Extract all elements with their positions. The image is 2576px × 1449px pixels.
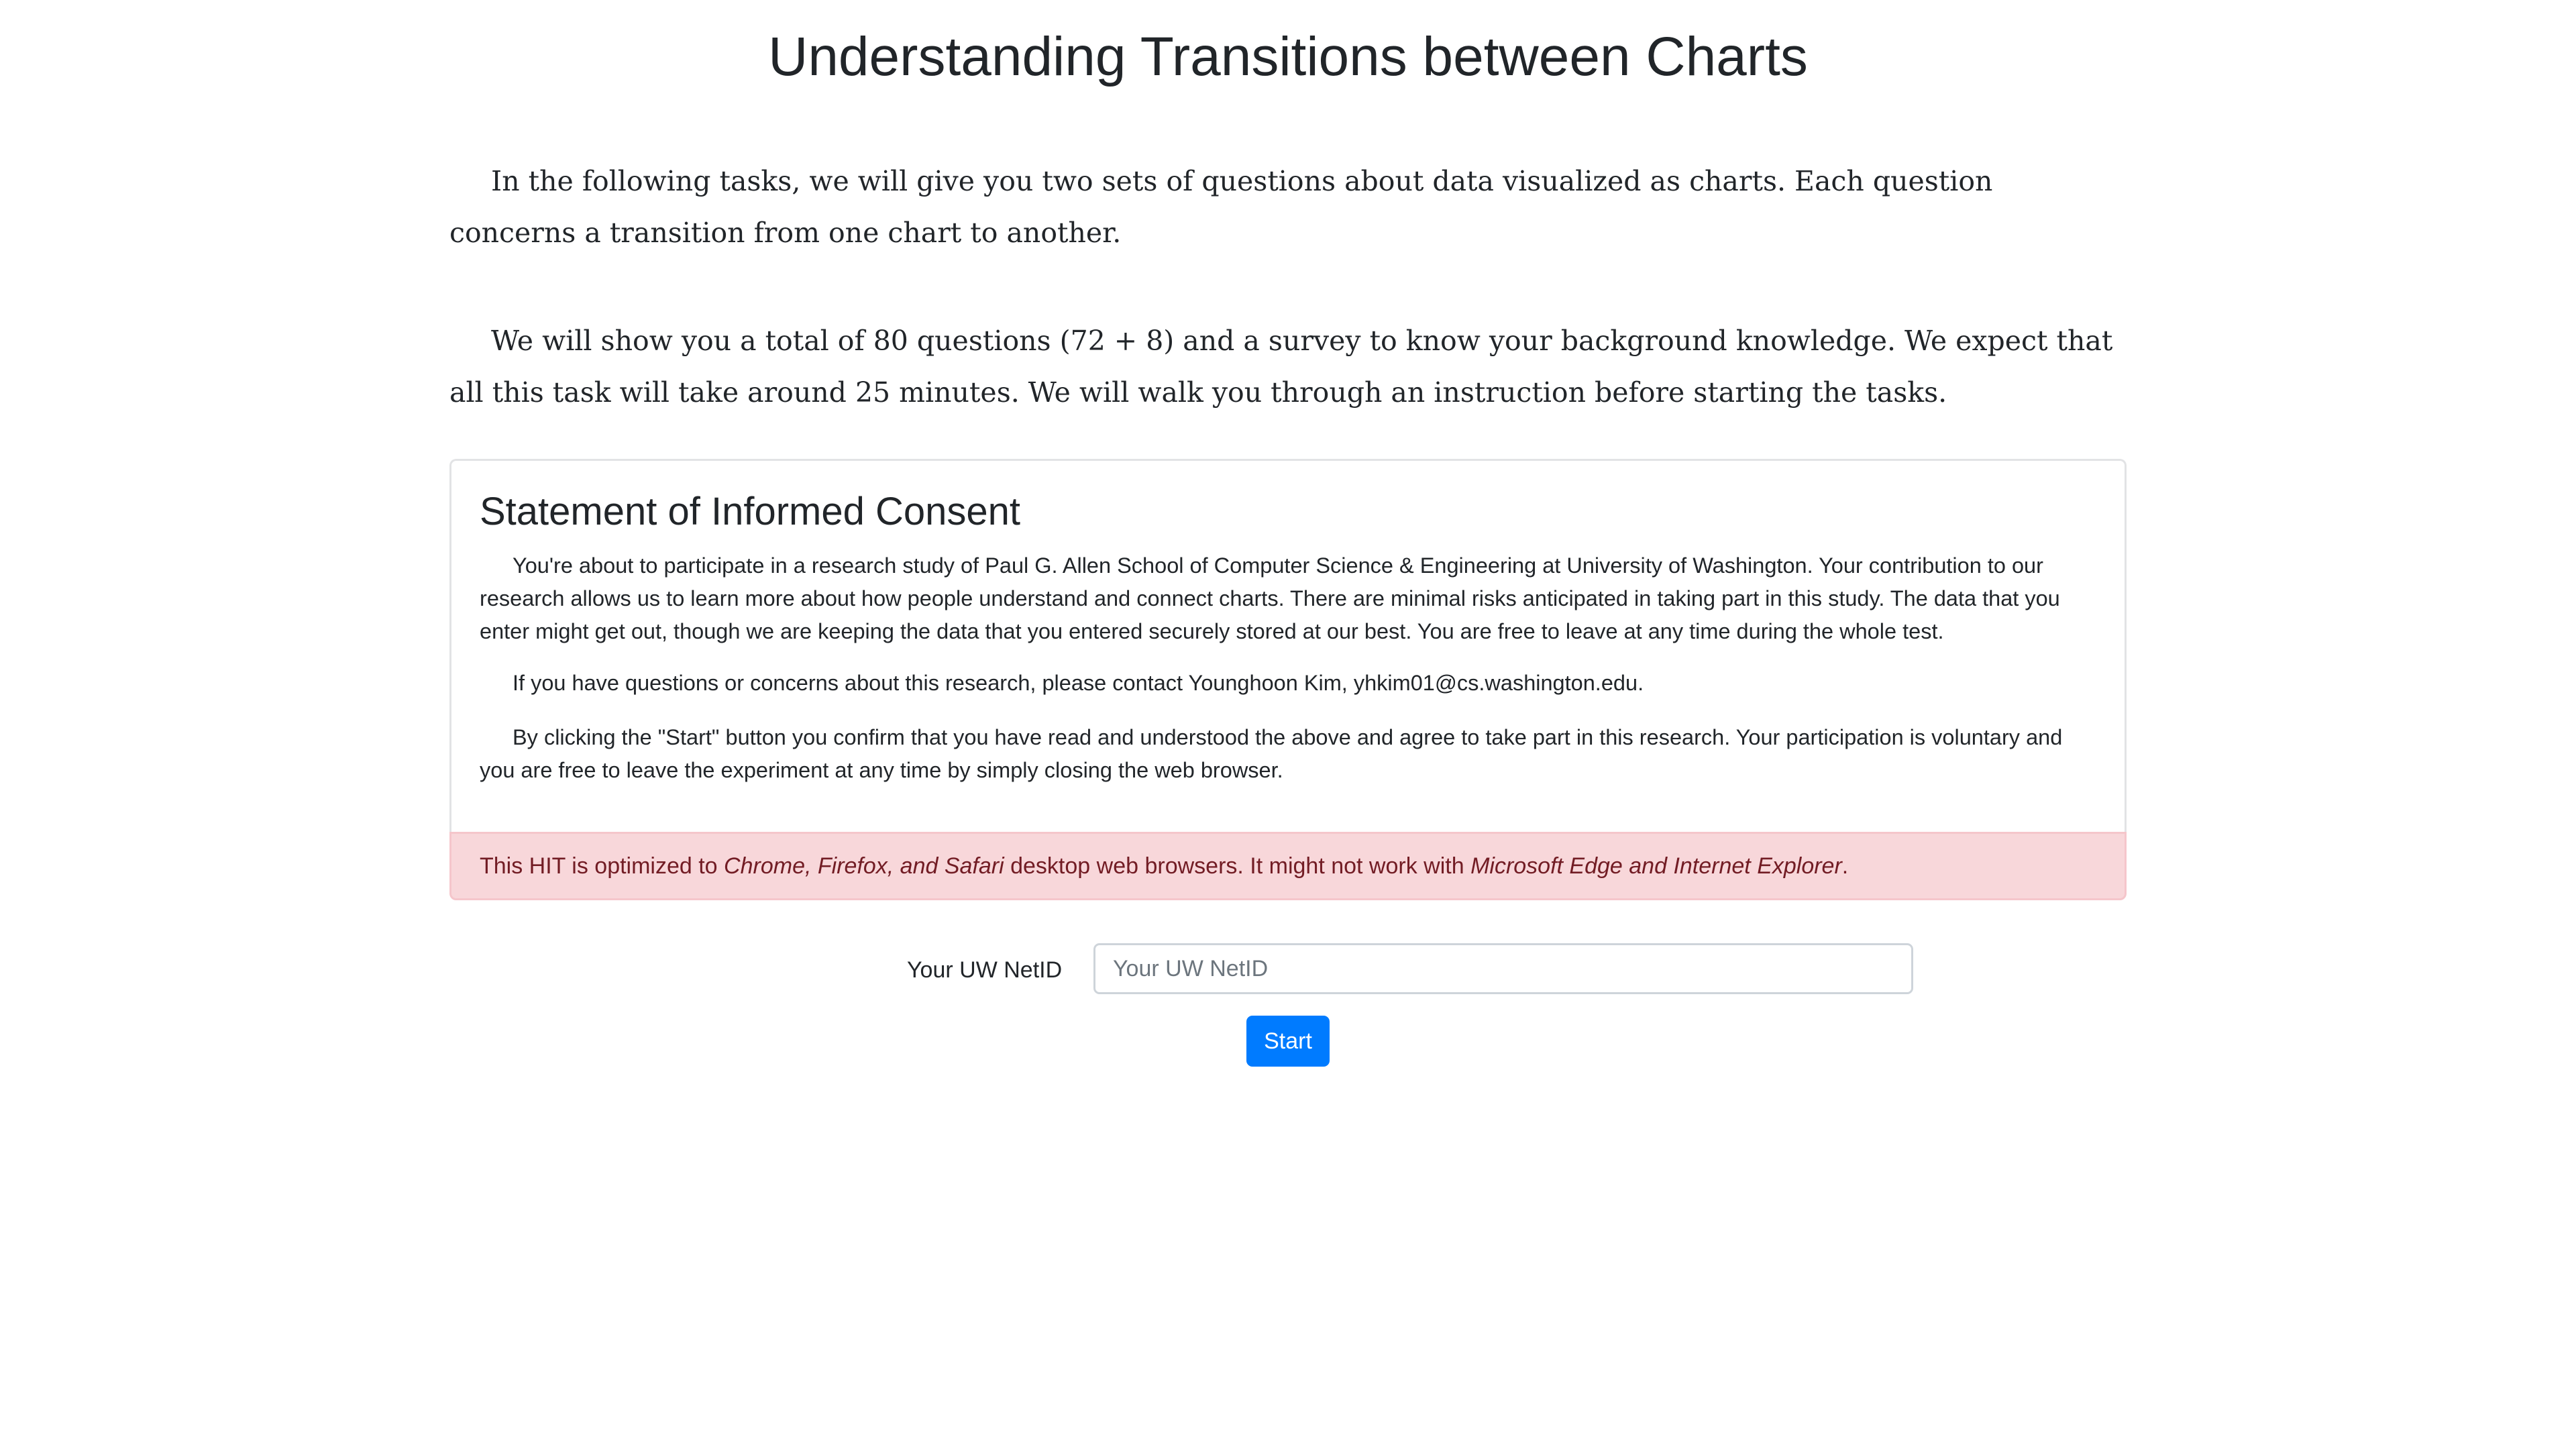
browser-warning-alert	[449, 832, 2127, 900]
netid-label: Your UW NetID	[907, 957, 1063, 983]
intro-paragraph-duration: We will show you a total of 80 questions (72 + 8) and a survey to know your background knowledge. We expect that all this task will take around 25 minutes. We will walk you through an instruction before starting the tasks.	[449, 325, 2113, 409]
page-title: Understanding Transitions between Charts	[768, 26, 1808, 87]
netid-input[interactable]	[1093, 943, 1913, 994]
alert-middle: desktop web browsers. It might not work with	[1004, 853, 1471, 879]
alert-prefix: This HIT is optimized to	[480, 853, 724, 879]
consent-paragraph-contact: If you have questions or concerns about this research, please contact Younghoon Kim, yhkim01@cs.washington.edu.	[513, 671, 1644, 695]
consent-paragraph-agreement: By clicking the "Start" button you confirm that you have read and understood the above and agree to take part in this research. Your participation is voluntary and you are free to leave the experiment at any time by simply closing the web browser.	[480, 725, 2063, 782]
alert-unsupported-browsers: Microsoft Edge and Internet Explorer	[1470, 853, 1842, 879]
intro-paragraph-tasks: In the following tasks, we will give you two sets of questions about data visualized as charts. Each question concerns a transition from one chart to another.	[449, 165, 1993, 249]
alert-supported-browsers: Chrome, Firefox, and Safari	[724, 853, 1004, 879]
consent-card	[449, 459, 2127, 832]
alert-suffix: .	[1841, 853, 1849, 879]
start-button[interactable]: Start	[1246, 1016, 1330, 1067]
consent-heading: Statement of Informed Consent	[480, 490, 1020, 533]
consent-paragraph-study: You're about to participate in a research study of Paul G. Allen School of Computer Science & Engineering at University of Washington. Your contribution to our research allows us to learn more about how people understand and connect charts. There are minimal risks anticipated in taking part in this study. The data that you enter might get out, though we are keeping the data that you entered securely stored at our best. You are free to leave at any time during the whole test.	[480, 553, 2060, 643]
